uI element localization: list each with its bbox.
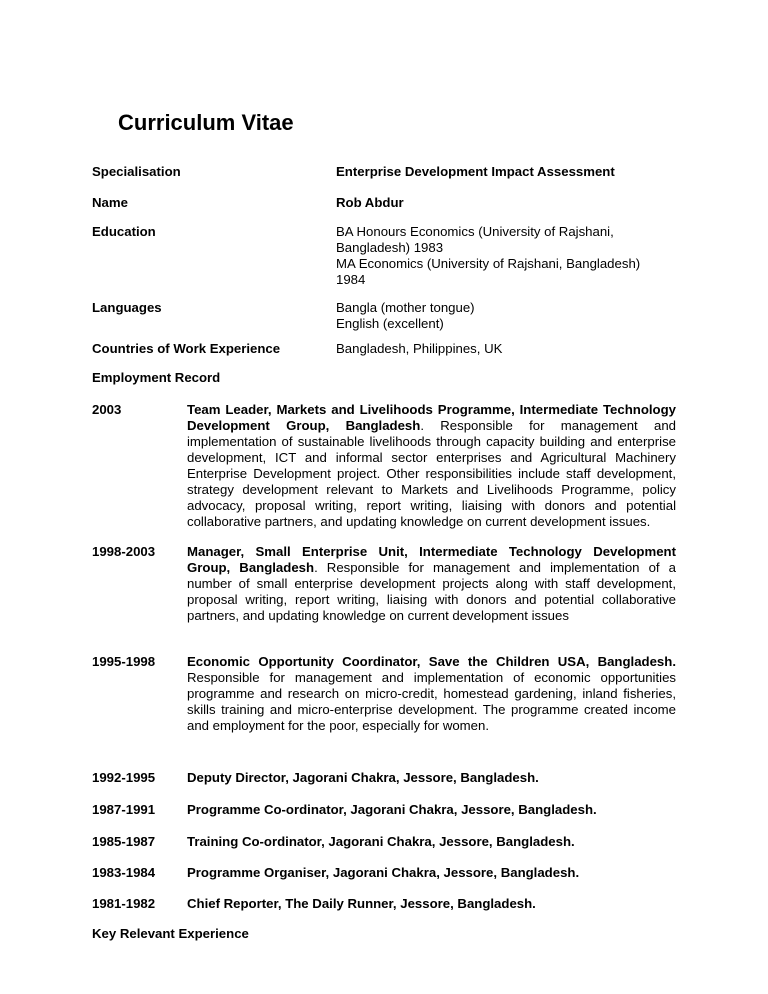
employment-entry [187, 896, 676, 912]
specialisation-value: Enterprise Development Impact Assessment [336, 164, 615, 179]
countries-value: Bangladesh, Philippines, UK [336, 341, 503, 356]
employment-entry [187, 402, 676, 530]
education-line: MA Economics (University of Rajshani, Bangladesh) [336, 256, 641, 271]
employment-years: 1983-1984 [92, 865, 156, 880]
employment-entry [187, 544, 676, 624]
education-line: Bangladesh) 1983 [336, 240, 444, 255]
employment-entry [187, 865, 676, 881]
name-value: Rob Abdur [336, 195, 404, 210]
employment-description: . Responsible for management and implementation of a number of small enterprise development projects along with staff development, proposal writing, report writing, liaising with donors and potential collaborative partners, and updating knowledge on current development issues [187, 560, 677, 623]
employment-role: Chief Reporter, The Daily Runner, Jessore, Bangladesh. [187, 896, 536, 911]
employment-years: 1998-2003 [92, 544, 156, 559]
employment-role: Training Co-ordinator, Jagorani Chakra, Jessore, Bangladesh. [187, 834, 575, 849]
employment-years: 1985-1987 [92, 834, 156, 849]
employment-role: Programme Co-ordinator, Jagorani Chakra, Jessore, Bangladesh. [187, 802, 597, 817]
languages-value [336, 300, 676, 332]
employment-entry [187, 834, 676, 850]
employment-years: 1987-1991 [92, 802, 156, 817]
employment-years: 1992-1995 [92, 770, 156, 785]
employment-years: 1981-1982 [92, 896, 156, 911]
employment-role: Team Leader, Markets and Livelihoods Programme, Intermediate Technology Development Group, Bangladesh [187, 402, 676, 433]
key-experience-heading: Key Relevant Experience [92, 926, 249, 941]
employment-role: Economic Opportunity Coordinator, Save the Children USA, Bangladesh. [187, 654, 676, 669]
employment-heading: Employment Record [92, 370, 221, 385]
employment-role: Manager, Small Enterprise Unit, Intermediate Technology Development Group, Bangladesh [187, 544, 676, 575]
education-line: BA Honours Economics (University of Rajshani, [336, 224, 614, 239]
employment-role: Programme Organiser, Jagorani Chakra, Jessore, Bangladesh. [187, 865, 580, 880]
employment-years: 1995-1998 [92, 654, 156, 669]
language-line: English (excellent) [336, 316, 444, 331]
specialisation-label: Specialisation [92, 164, 181, 179]
countries-label: Countries of Work Experience [92, 341, 281, 356]
employment-entry [187, 654, 676, 734]
employment-years: 2003 [92, 402, 122, 417]
education-value [336, 224, 676, 288]
language-line: Bangla (mother tongue) [336, 300, 475, 315]
employment-role: Deputy Director, Jagorani Chakra, Jessore, Bangladesh. [187, 770, 539, 785]
name-label: Name [92, 195, 128, 210]
languages-label: Languages [92, 300, 162, 315]
employment-description: . Responsible for management and implementation of sustainable livelihoods through capacity building and enterprise development, ICT and informal sector enterprises and Agricultural Machinery Enterprise Development project. Other responsibilities include staff development, strategy development relevant to Markets and Livelihoods Programme, policy advocacy, proposal writing, report writing, liaising with donors and potential collaborative partners, and updating knowledge on current development issues. [187, 418, 676, 529]
employment-entry [187, 802, 676, 818]
page-title: Curriculum Vitae [118, 110, 294, 135]
employment-description: Responsible for management and implementation of economic opportunities programme and research on micro-credit, homestead gardening, inland fisheries, skills training and micro-enterprise development. The programme created income and employment for the poor, especially for women. [187, 670, 676, 733]
education-line: 1984 [336, 272, 366, 287]
education-label: Education [92, 224, 156, 239]
employment-entry [187, 770, 676, 786]
